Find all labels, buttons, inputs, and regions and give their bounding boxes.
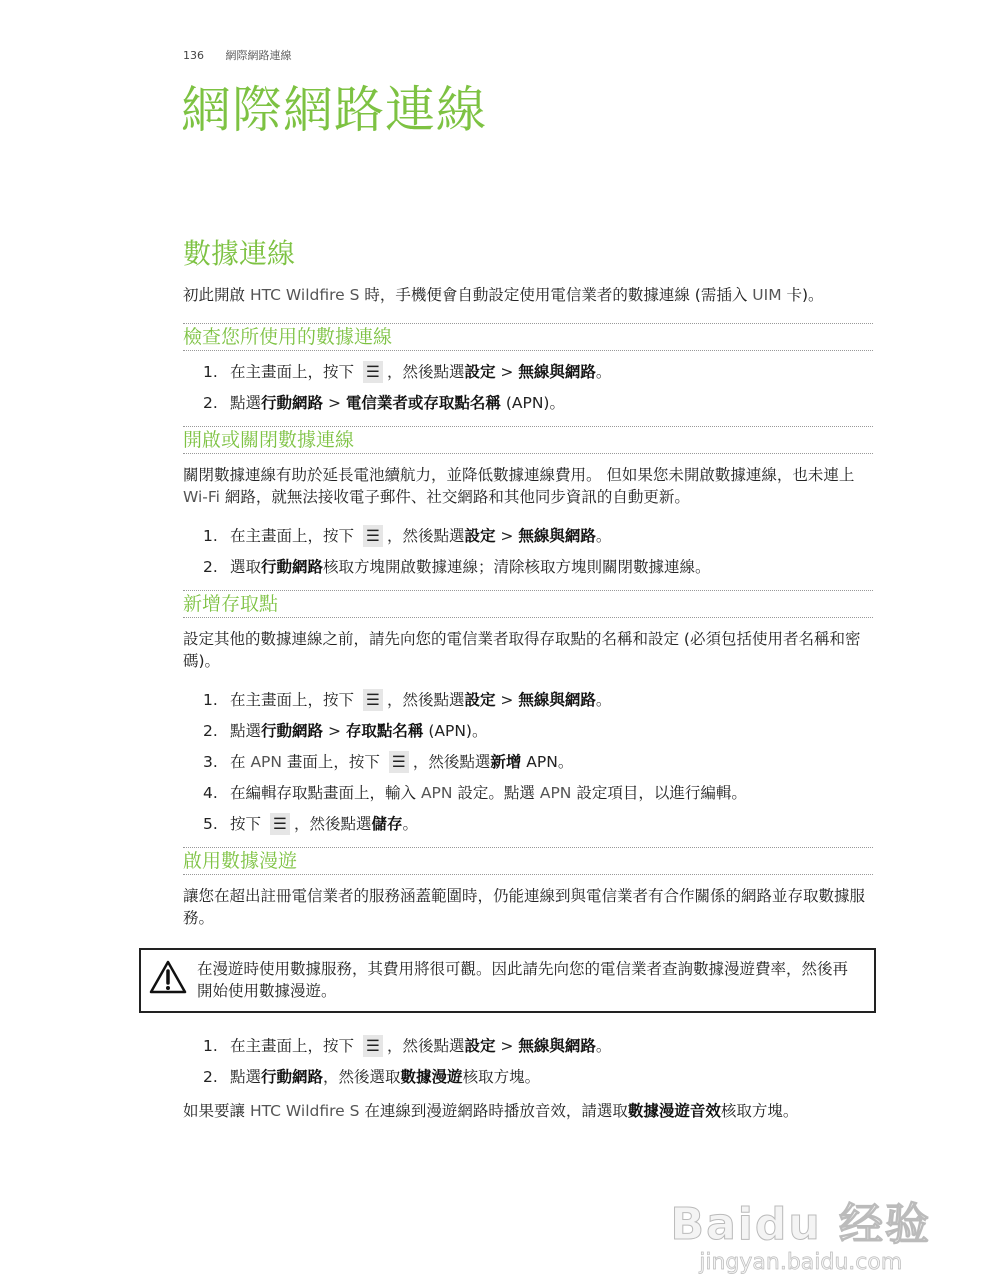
- menu-key-icon: ☰: [363, 361, 383, 383]
- text-segment: >: [495, 1036, 519, 1055]
- step-number: 2.: [203, 557, 218, 576]
- step-number: 1.: [203, 690, 218, 709]
- paragraph: [183, 464, 873, 509]
- menu-key-icon: ☰: [363, 525, 383, 547]
- text-segment: 核取方塊。: [462, 1067, 541, 1086]
- ui-term: 無線與網路: [518, 1036, 596, 1055]
- text-segment: 在: [230, 752, 251, 771]
- steps-list: [183, 361, 873, 414]
- step-number: 5.: [203, 814, 218, 833]
- text-segment: UIM: [752, 286, 782, 304]
- text-segment: (APN)。: [423, 721, 488, 740]
- ui-term: 數據漫遊: [400, 1067, 463, 1086]
- step-text: [230, 556, 711, 578]
- subsections: [183, 323, 873, 1123]
- text-segment: ，然後選取: [323, 1067, 401, 1086]
- step-text: [230, 782, 747, 804]
- text-segment: 卡)。: [781, 286, 824, 304]
- step-number: 1.: [203, 1036, 218, 1055]
- menu-key-icon: ☰: [363, 1035, 383, 1057]
- step-text: [230, 689, 611, 711]
- text-segment: 讓您在超出註冊電信業者的服務涵蓋範圍時，仍能連線到與電信業者有合作關係的網路並存取數據服務。: [183, 886, 866, 927]
- subsection-title: 檢查您所使用的數據連線: [183, 325, 393, 348]
- text-segment: 按下: [230, 814, 266, 833]
- text-segment: 設定其他的數據連線之前，請先向您的電信業者取得存取點的名稱和設定 (必須包括使用者名稱和密碼)。: [183, 629, 861, 670]
- text-segment: 。: [595, 362, 612, 381]
- page-title: 網際網路連線: [181, 81, 487, 139]
- text-segment: 設定。點選: [452, 783, 540, 802]
- text-segment: 關閉數據連線有助於延長電池續航力，並降低數據連線費用。 但如果您未開啟數據連線，也未連上: [183, 465, 855, 484]
- text-segment: 核取方塊。: [720, 1101, 799, 1120]
- ui-term: 行動網路: [261, 393, 324, 412]
- text-segment: APN: [420, 783, 453, 802]
- step-text: [230, 392, 565, 414]
- closing-paragraph: [183, 1100, 873, 1123]
- text-segment: HTC Wildfire S: [249, 1101, 360, 1120]
- text-segment: Wi-Fi: [183, 488, 220, 506]
- step-text: [230, 1066, 540, 1088]
- subsection: [183, 847, 873, 1123]
- text-segment: 網路，就無法接收電子郵件、社交網路和其他同步資訊的自動更新。: [219, 488, 690, 506]
- ui-term: 設定: [464, 362, 496, 381]
- text-segment: 在編輯存取點畫面上，輸入: [230, 783, 421, 802]
- text-segment: HTC Wildfire S: [249, 286, 360, 304]
- step-text: [230, 720, 487, 742]
- text-segment: >: [495, 526, 519, 545]
- ui-term: 行動網路: [261, 721, 324, 740]
- subsection: [183, 323, 873, 414]
- text-segment: 點選: [230, 393, 262, 412]
- text-segment: 點選: [230, 1067, 262, 1086]
- step-item: [183, 720, 873, 742]
- text-segment: ，然後點選: [386, 1036, 465, 1055]
- text-segment: ，然後點選: [386, 526, 465, 545]
- text-segment: 在主畫面上，按下: [230, 1036, 359, 1055]
- subsection-title: 新增存取點: [183, 592, 279, 615]
- warning-text: 在漫遊時使用數據服務，其費用將很可觀。因此請先向您的電信業者查詢數據漫遊費率，然後再開始使用數據漫遊。: [197, 959, 849, 1000]
- ui-term: 無線與網路: [518, 526, 596, 545]
- step-item: [183, 751, 873, 773]
- section-intro: [183, 284, 873, 307]
- ui-term: 無線與網路: [518, 690, 596, 709]
- step-number: 2.: [203, 1067, 218, 1086]
- text-segment: 在主畫面上，按下: [230, 690, 359, 709]
- step-item: [183, 689, 873, 711]
- dotted-divider: [183, 350, 873, 351]
- step-number: 4.: [203, 783, 218, 802]
- ui-term: 無線與網路: [518, 362, 596, 381]
- text-segment: ，然後點選: [386, 362, 465, 381]
- steps-list: [183, 689, 873, 835]
- section-title: 數據連線: [183, 237, 296, 270]
- text-segment: APN: [539, 783, 572, 802]
- text-segment: 如果要讓: [183, 1101, 250, 1120]
- step-number: 1.: [203, 362, 218, 381]
- text-segment: 在主畫面上，按下: [230, 526, 359, 545]
- running-title: 網際網路連線: [225, 49, 292, 62]
- subsection-title: 開啟或關閉數據連線: [183, 428, 355, 451]
- step-item: [183, 556, 873, 578]
- ui-term: 新增: [490, 752, 522, 771]
- subsection: [183, 426, 873, 578]
- text-segment: 設定項目，以進行編輯。: [571, 783, 747, 802]
- text-segment: 。: [595, 526, 612, 545]
- step-item: [183, 813, 873, 835]
- text-segment: 核取方塊開啟數據連線；清除核取方塊則關閉數據連線。: [323, 557, 711, 576]
- step-number: 2.: [203, 393, 218, 412]
- watermark-logo: [671, 1200, 931, 1276]
- step-item: [183, 525, 873, 547]
- paragraph: [183, 885, 873, 930]
- text-segment: ，然後點選: [293, 814, 372, 833]
- text-segment: 畫面上，按下: [281, 752, 385, 771]
- text-segment: 。: [402, 814, 418, 833]
- watermark-url: jingyan.baidu.com: [699, 1250, 903, 1275]
- ui-term: 數據漫遊音效: [627, 1101, 721, 1120]
- steps-list: [183, 1035, 873, 1088]
- text-segment: ，然後點選: [386, 690, 465, 709]
- menu-key-icon: ☰: [389, 751, 409, 773]
- text-segment: ，然後點選: [412, 752, 491, 771]
- watermark-brand: Baidu 经验: [670, 1199, 931, 1250]
- step-number: 1.: [203, 526, 218, 545]
- step-text: [230, 361, 611, 383]
- ui-term: 行動網路: [261, 557, 324, 576]
- step-text: [230, 1035, 611, 1057]
- text-segment: >: [323, 393, 346, 412]
- subsection-title: 啟用數據漫遊: [183, 849, 298, 872]
- ui-term: 行動網路: [261, 1067, 324, 1086]
- text-segment: APN: [250, 752, 282, 771]
- text-segment: 。: [595, 1036, 612, 1055]
- subsection: [183, 590, 873, 835]
- menu-key-icon: ☰: [363, 689, 383, 711]
- ui-term: 儲存: [371, 814, 403, 833]
- step-item: [183, 782, 873, 804]
- step-text: [230, 813, 418, 835]
- text-segment: 在主畫面上，按下: [230, 362, 359, 381]
- steps-list: [183, 525, 873, 578]
- step-item: [183, 392, 873, 414]
- text-segment: >: [495, 690, 519, 709]
- step-item: [183, 361, 873, 383]
- text-segment: >: [323, 721, 346, 740]
- ui-term: 存取點名稱: [345, 721, 424, 740]
- text-segment: (APN)。: [500, 393, 565, 412]
- text-segment: 時，手機便會自動設定使用電信業者的數據連線 (需插入: [359, 286, 753, 304]
- step-item: [183, 1066, 873, 1088]
- text-segment: 選取: [230, 557, 262, 576]
- dotted-divider: [183, 617, 873, 618]
- dotted-divider: [183, 453, 873, 454]
- step-number: 3.: [203, 752, 218, 771]
- text-segment: 在連線到漫遊網路時播放音效，請選取: [359, 1101, 628, 1120]
- step-text: [230, 525, 611, 547]
- running-header: [183, 47, 310, 63]
- text-segment: >: [495, 362, 519, 381]
- text-segment: 初此開啟: [183, 286, 250, 304]
- text-segment: 。: [595, 690, 612, 709]
- document-body: [183, 236, 873, 1138]
- warning-icon: [149, 960, 187, 994]
- paragraph: [183, 628, 873, 673]
- step-number: 2.: [203, 721, 218, 740]
- step-item: [183, 1035, 873, 1057]
- ui-term: 設定: [464, 526, 496, 545]
- step-text: [230, 751, 573, 773]
- dotted-divider: [183, 874, 873, 875]
- text-segment: APN。: [521, 752, 574, 771]
- menu-key-icon: ☰: [270, 813, 290, 835]
- text-segment: 點選: [230, 721, 262, 740]
- warning-note: [139, 948, 876, 1013]
- ui-term: 設定: [464, 690, 496, 709]
- ui-term: 電信業者或存取點名稱: [345, 393, 501, 412]
- page-number: 136: [183, 49, 204, 62]
- ui-term: 設定: [464, 1036, 496, 1055]
